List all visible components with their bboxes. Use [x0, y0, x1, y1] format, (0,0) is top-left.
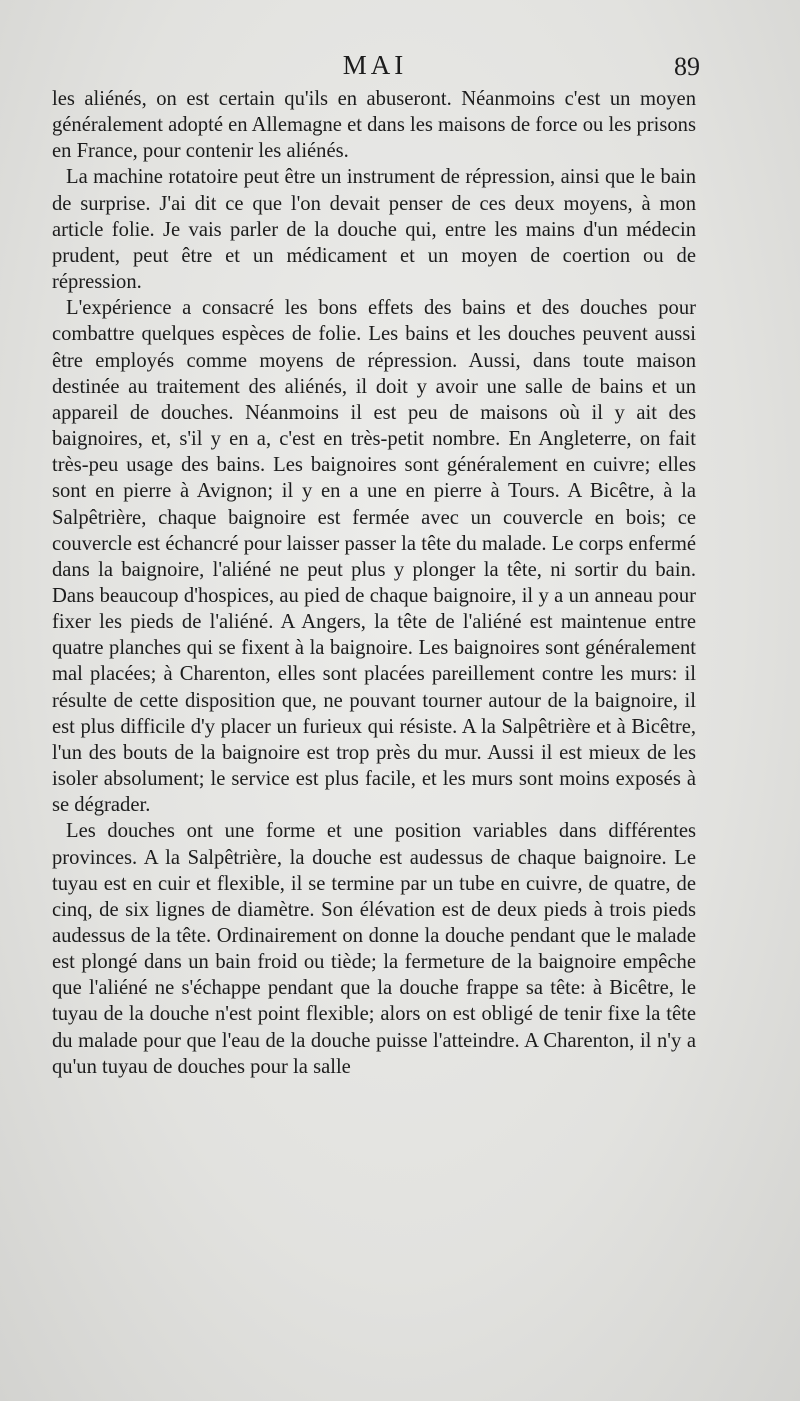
page-number: 89: [674, 52, 700, 81]
paragraph-4: Les douches ont une forme et une position variables dans différentes provinces. A la Salpêtrière, la douche est audessus de chaque baignoire. Le tuyau est en cuir et flexible, il se termine par un tube en cuivre, de quatre, de cinq, de six lignes de diamètre. Son élévation est de deux pieds à trois pieds audessus de la tête. Ordinairement on donne la douche pendant que le malade est plongé dans un bain froid ou tiède; la fermeture de la baignoire empêche que l'aliéné ne s'échappe pendant que la douche frappe sa tête: à Bicêtre, le tuyau de la douche n'est point flexible; alors on est obligé de tenir fixe la tête du malade pour que l'eau de la douche puisse l'atteindre. A Charenton, il n'y a qu'un tuyau de douches pour la salle: [52, 820, 696, 1078]
running-head: MAI: [342, 50, 408, 80]
paragraph-3: L'expérience a consacré les bons effets des bains et des douches pour combattre quelques espèces de folie. Les bains et les douches peuvent aussi être employés comme moyens de répression. Aussi, dans toute maison destinée au traitement des aliénés, il doit y avoir une salle de bains et un appareil de douches. Néanmoins il est peu de maisons où il y ait des baignoires, et, s'il y en a, c'est en très-petit nombre. En Angleterre, on fait très-peu usage des bains. Les baignoires sont généralement en cuivre; elles sont en pierre à Avignon; il y en a une en pierre à Tours. A Bicêtre, à la Salpêtrière, chaque baignoire est fermée avec un couvercle en bois; ce couvercle est échancré pour laisser passer la tête du malade. Le corps enfermé dans la baignoire, l'aliéné ne peut plus y plonger la tête, ni sortir du bain. Dans beaucoup d'hospices, au pied de chaque baignoire, il y a un anneau pour fixer les pieds de l'aliéné. A Angers, la tête de l'aliéné est maintenue entre quatre planches qui se fixent à la baignoire. Les baignoires sont généralement mal placées; à Charenton, elles sont placées pareillement contre les murs: il résulte de cette disposition que, ne pouvant tourner autour de la baignoire, il est plus difficile d'y placer un furieux qui résiste. A la Salpêtrière et à Bicêtre, l'un des bouts de la baignoire est trop près du mur. Aussi il est mieux de les isoler absolument; le service est plus facile, et les murs sont moins exposés à se dégrader.: [52, 297, 696, 817]
page-header: [50, 50, 700, 86]
paragraph-1: les aliénés, on est certain qu'ils en abuseront. Néanmoins c'est un moyen généralement adopté en Allemagne et dans les maisons de force ou les prisons en France, pour contenir les aliénés.: [52, 88, 696, 163]
body-text: [52, 86, 696, 1080]
paragraph-2: La machine rotatoire peut être un instrument de répression, ainsi que le bain de surprise. J'ai dit ce que l'on devait penser de ces deux moyens, à mon article folie. Je vais parler de la douche qui, entre les mains d'un médecin prudent, peut être et un médicament et un moyen de coertion ou de répression.: [52, 166, 696, 294]
